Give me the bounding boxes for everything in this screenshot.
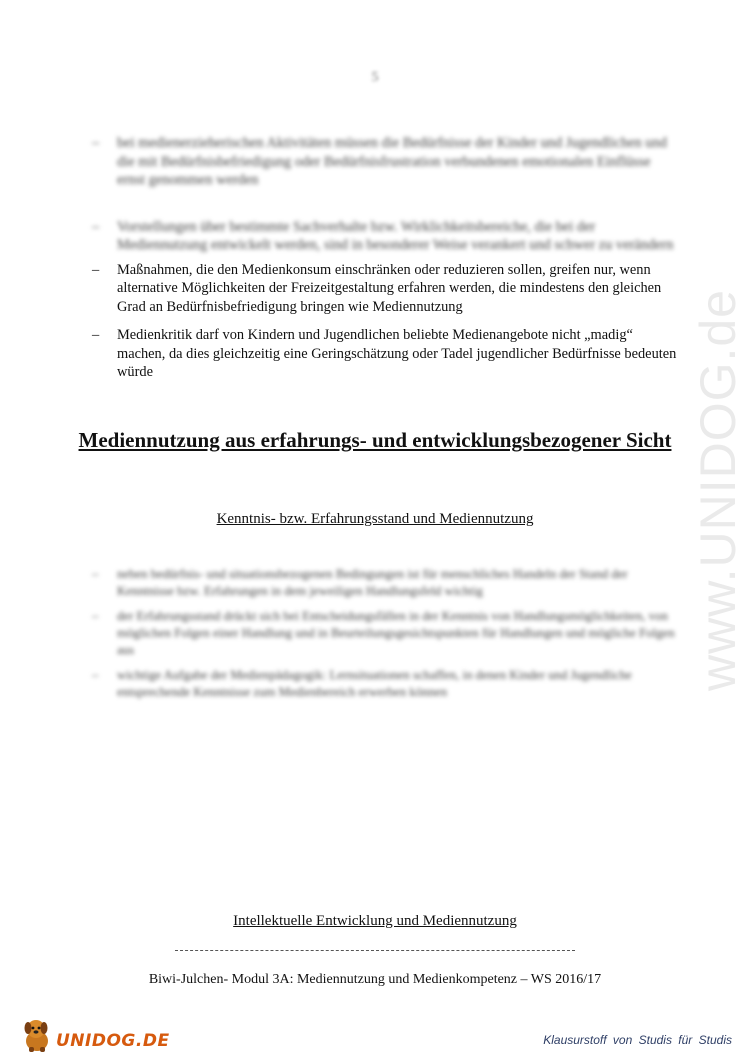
list-item xyxy=(92,261,682,317)
dash-bullet: – xyxy=(92,668,99,682)
logo-text: UNIDOG.DE xyxy=(56,1031,170,1051)
list-item xyxy=(92,667,682,701)
watermark xyxy=(688,250,748,730)
list-item xyxy=(92,326,682,382)
list-item-text: der Erfahrungsstand drückt sich bei Entscheidungsfällen in der Kenntnis von Handlungsmöglichkeiten, von möglichen Folgen einer Handlung und in Beurteilungsgesichtspunkten für Handlungen und mögliche Folgen aus xyxy=(117,609,675,657)
list-item-text: Vorstellungen über bestimmte Sachverhalte bzw. Wirklichkeitsbereiche, die bei der Mediennutzung entwickelt werden, sind in besonderer Weise verankert und schwer zu verändern xyxy=(117,218,674,253)
footer-text: Biwi-Julchen- Modul 3A: Mediennutzung und Medienkompetenz – WS 2016/17 xyxy=(148,972,602,987)
watermark-text: www.UNIDOG.de xyxy=(690,289,746,691)
list-item xyxy=(92,218,682,255)
list-item xyxy=(92,134,682,190)
page-number: 5 xyxy=(371,70,379,85)
dash-bullet: – xyxy=(92,218,100,235)
dash-bullet: – xyxy=(92,327,100,343)
list-item-text: Maßnahmen, die den Medienkonsum einschränken oder reduzieren sollen, greifen nur, wenn alternative Möglichkeiten der Freizeitgestaltung erfahren werden, die mindestens den gleichen Grad an Bedürfnisbefriedigung bringen wie Mediennutzung xyxy=(117,261,662,315)
list-item-text: bei medienerzieherischen Aktivitäten müssen die Bedürfnisse der Kinder und Jugendlichen und die mit Bedürfnisbefriedigung oder Bedürfnisfrustration verbundenen emotionalen Einflüsse ernst genommen werden xyxy=(117,135,667,188)
list-item-text: wichtige Aufgabe der Medienpädagogik: Lernsituationen schaffen, in denen Kinder und Jugendliche entsprechende Kenntnisse zum Medienbereich erwerben können xyxy=(117,668,632,699)
unidog-logo[interactable] xyxy=(20,1017,170,1055)
list-item-text: neben bedürfnis- und situationsbezogenen Bedingungen ist für menschliches Handeln der Stand der Kenntnisse bzw. Erfahrungen in dem jeweiligen Handlungsfeld wichtig xyxy=(117,567,628,598)
section-heading: Mediennutzung aus erfahrungs- und entwicklungsbezogener Sicht xyxy=(78,428,672,452)
dash-bullet: – xyxy=(92,567,99,581)
list-item-text: Medienkritik darf von Kindern und Jugendlichen beliebte Medienangebote nicht „madig“ machen, da dies gleichzeitig eine Geringschätzung oder Tadel jugendlicher Bedürfnisse bedeuten würde xyxy=(117,327,677,380)
list-item xyxy=(92,566,682,600)
bullet-list-knowledge xyxy=(92,566,682,709)
tagline: Klausurstoff von Studis für Studis xyxy=(543,1033,732,1047)
subheading-knowledge: Kenntnis- bzw. Erfahrungsstand und Mediennutzung xyxy=(216,511,534,527)
dash-bullet: – xyxy=(92,261,100,278)
footer-divider xyxy=(175,950,575,951)
dog-mascot-icon xyxy=(20,1017,54,1053)
list-item xyxy=(92,608,682,659)
dash-bullet: – xyxy=(92,609,99,623)
dash-bullet: – xyxy=(92,135,100,151)
subheading-intellectual: Intellektuelle Entwicklung und Mediennutzung xyxy=(233,913,517,929)
bullet-list-needs xyxy=(92,134,682,392)
